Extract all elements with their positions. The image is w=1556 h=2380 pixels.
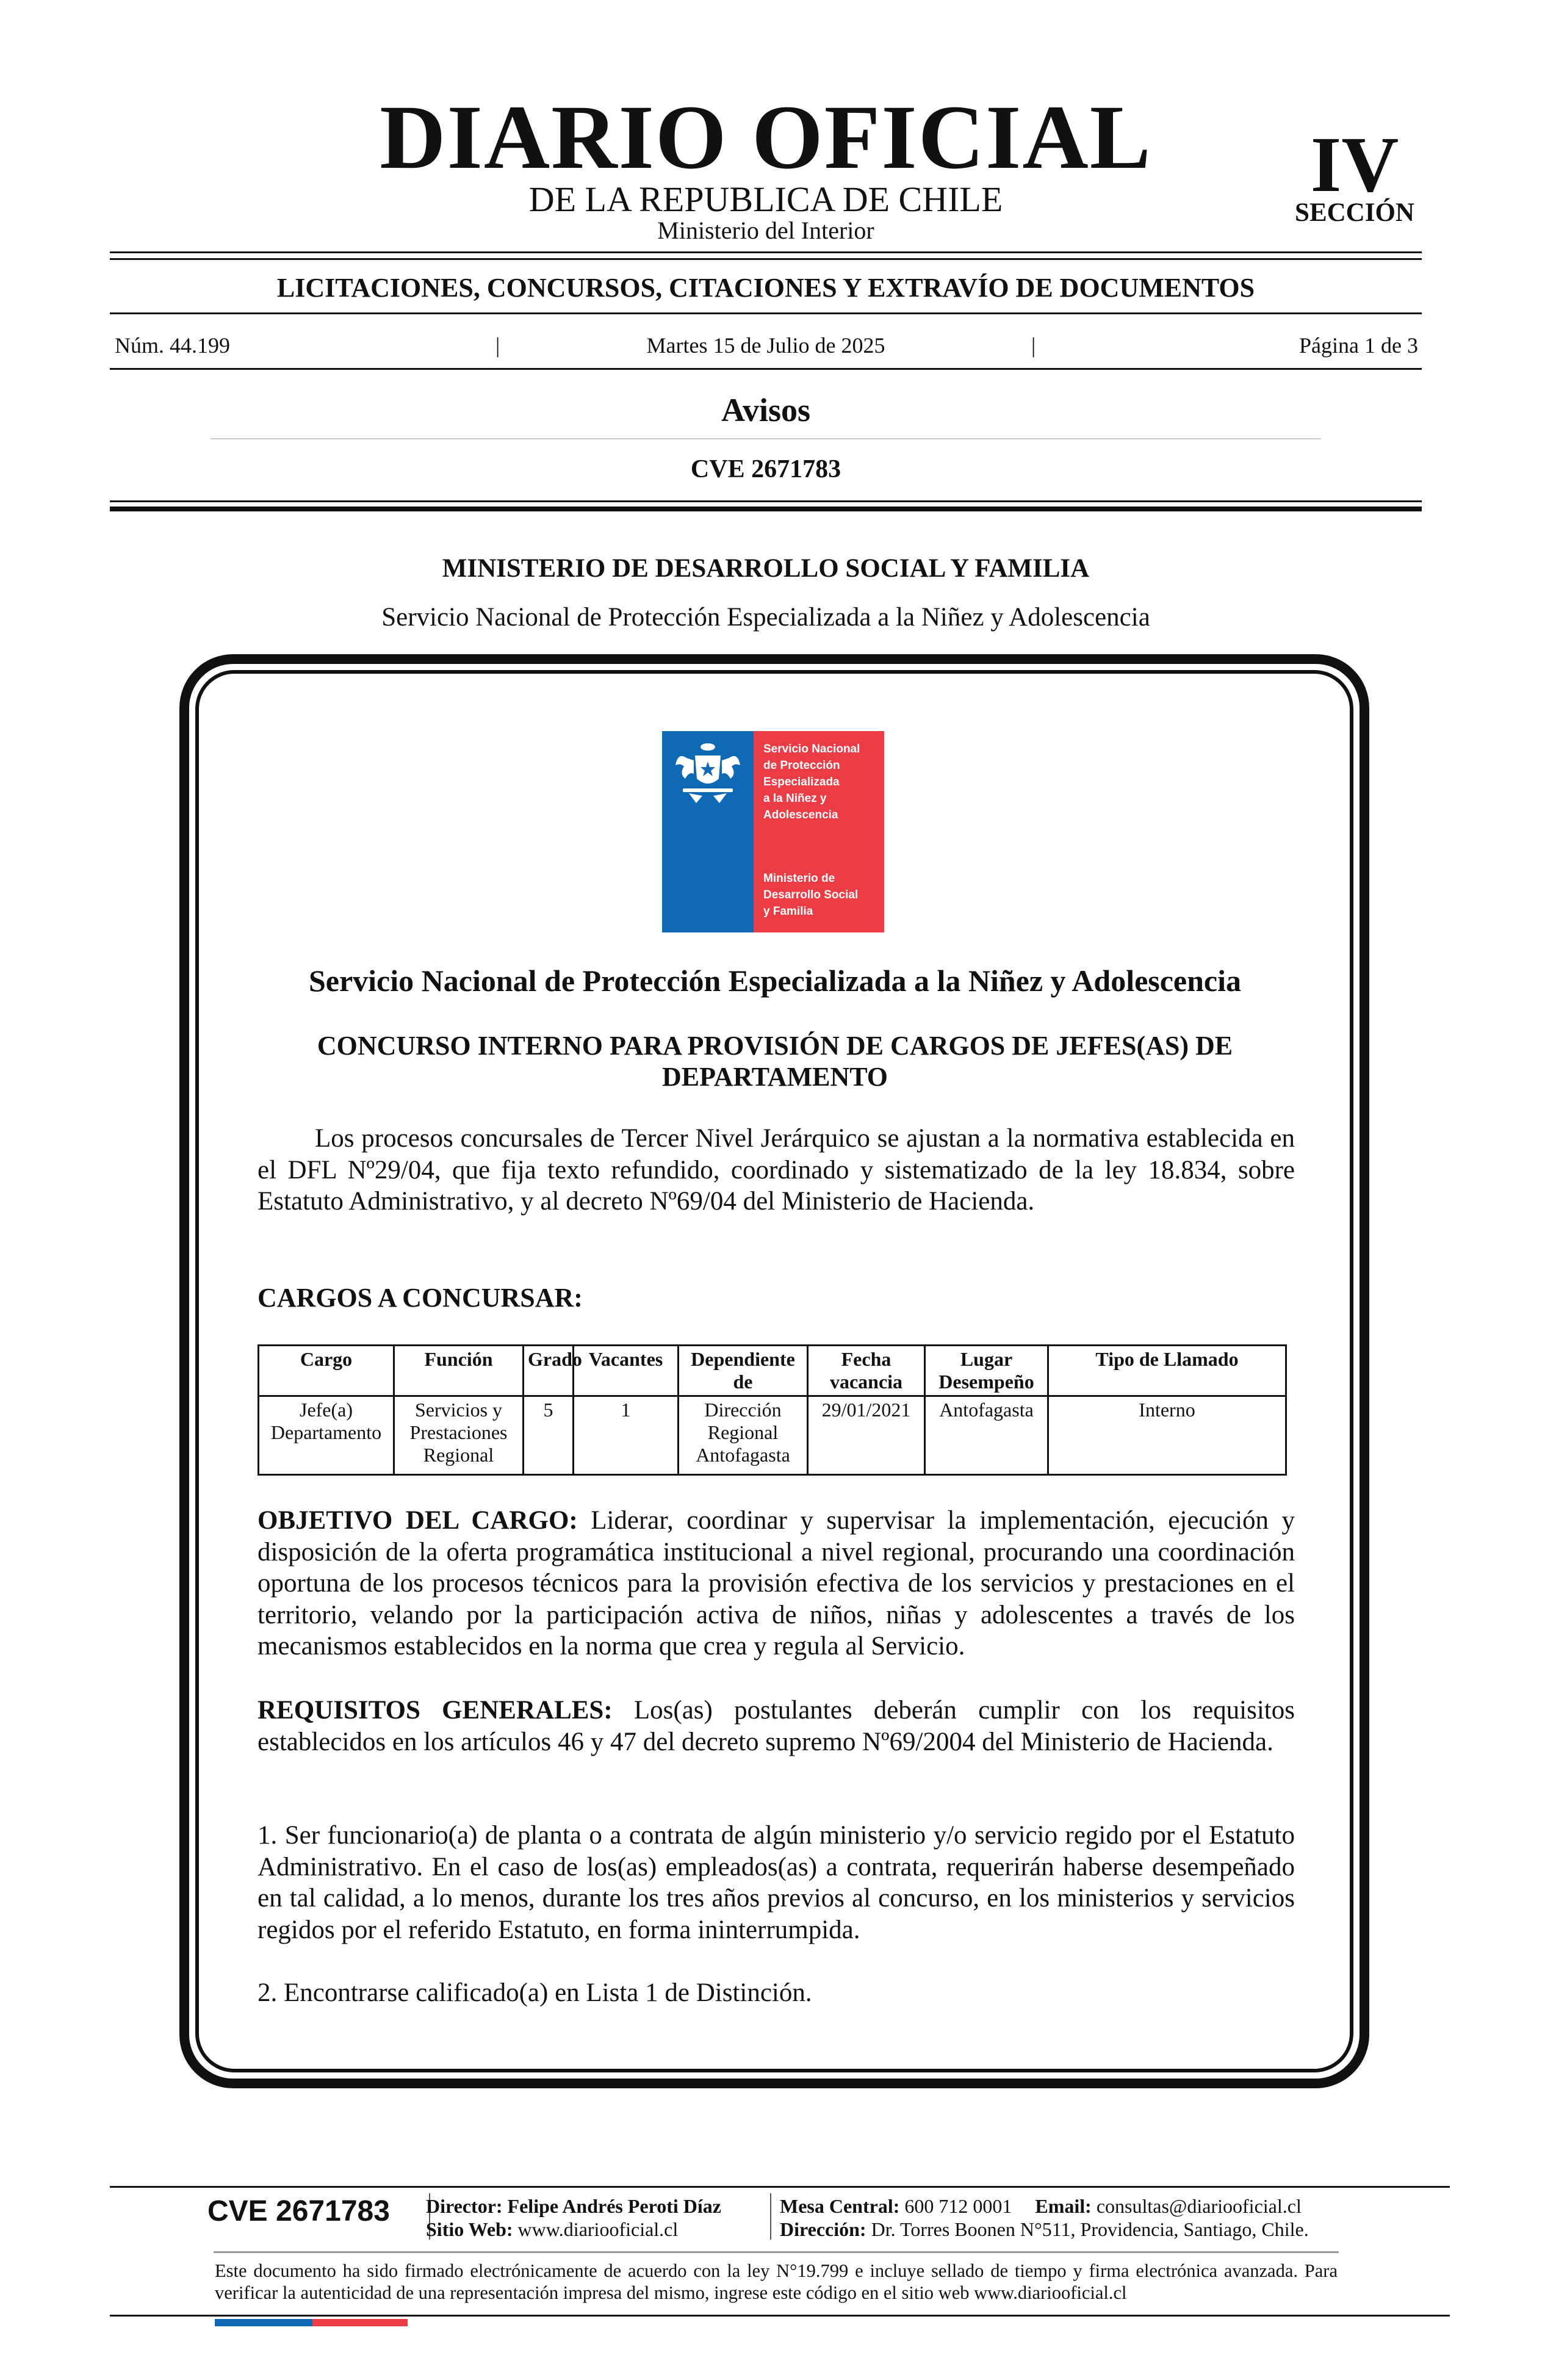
requirements-text: Los(as) postulantes deberán cumplir con los requisitos establecidos en los artículos 46 y 47 del decreto supremo Nº69/2004 del Ministerio de Hacienda. (258, 1696, 1295, 1756)
footer-rule (110, 2315, 1450, 2317)
institution-logo (662, 731, 884, 932)
table-cell: Dirección Regional Antofagasta (679, 1396, 808, 1475)
footer-label: Sitio Web: (426, 2218, 513, 2240)
newspaper-title: DIARIO OFICIAL (380, 87, 1152, 188)
requirement-item: 1. Ser funcionario(a) de planta o a contrata de algún ministerio y/o servicio regido por el Estatuto Administrativo. En el caso de los(as) empleados(as) a contrata, requerirán haberse desempeñado en tal calidad, a lo menos, durante los tres años previos al concurso, en los ministerios y servicios regidos por el referido Estatuto, en forma ininterrumpida. (258, 1821, 1295, 1944)
requirement-item: 2. Encontrarse calificado(a) en Lista 1 de Distinción. (258, 1978, 812, 2007)
notices-heading: Avisos (721, 392, 811, 428)
footer-rule (214, 2251, 1339, 2253)
table-row (259, 1396, 1286, 1475)
requirements-paragraph (258, 1695, 1295, 1758)
objective-label: OBJETIVO DEL CARGO: (258, 1506, 578, 1535)
issue-separator: | (495, 333, 500, 358)
issue-date: Martes 15 de Julio de 2025 (646, 333, 885, 358)
director-name: Felipe Andrés Peroti Díaz (507, 2195, 721, 2217)
requirements-label: REQUISITOS GENERALES: (258, 1696, 613, 1725)
table-cell: Antofagasta (925, 1396, 1048, 1475)
table-header-cell: Dependiente de (679, 1346, 808, 1396)
notice-rule (110, 500, 1422, 502)
table-cell: 29/01/2021 (808, 1396, 925, 1475)
footer-label: Email: (1035, 2195, 1092, 2217)
logo-text-line: y Familia (763, 905, 813, 918)
table-header-cell: Función (394, 1346, 524, 1396)
table-header-cell: Grado (524, 1346, 574, 1396)
contest-title: CONCURSO INTERNO PARA PROVISIÓN DE CARGOS DE JEFES(AS) DE DEPARTAMENTO (317, 1031, 1233, 1092)
table-cell: Servicios y Prestaciones Regional (394, 1396, 524, 1475)
signature-note: Este documento ha sido firmado electrónicamente de acuerdo con la ley N°19.799 e incluye sellado de tiempo y firma electrónica avanzada. Para verificar la autenticidad de una representación impresa del mismo, ingrese este código en el sitio web www.diariooficial.cl (215, 2260, 1338, 2303)
objective-text: Liderar, coordinar y supervisar la implementación, ejecución y disposición de la oferta programática institucional a nivel regional, procurando una coordinación oportuna de los procesos técnicos para la provisión efectiva de los servicios y prestaciones en el territorio, velando por la participación activa de niños, niñas y adolescentes a través de los mecanismos establecidos en la norma que crea y regula al Servicio. (258, 1506, 1295, 1661)
logo-blue-panel (662, 731, 754, 932)
footer-label: Director: (426, 2195, 503, 2217)
table-header-cell: Fecha vacancia (808, 1346, 925, 1396)
service-name: Servicio Nacional de Protección Especializada a la Niñez y Adolescencia (381, 603, 1150, 632)
newspaper-subtitle: DE LA REPUBLICA DE CHILE (528, 179, 1003, 219)
logo-ministry-name (763, 870, 879, 920)
phone-number: 600 712 0001 (904, 2195, 1012, 2217)
website-link[interactable]: www.diariooficial.cl (517, 2218, 679, 2240)
footer-rule (110, 2186, 1450, 2188)
table-header-cell: Lugar Desempeño (925, 1346, 1048, 1396)
logo-text-line: Servicio Nacional (763, 743, 860, 755)
footer-contact-block (780, 2194, 1396, 2241)
intro-paragraph: Los procesos concursales de Tercer Nivel Jerárquico se ajustan a la normativa establecida en el DFL Nº29/04, que fija texto refundido, coordinado y sistematizado de la ley 18.834, sobre Estatuto Administrativo, y al decreto Nº69/04 del Ministerio de Hacienda. (258, 1124, 1295, 1216)
logo-text-line: Ministerio de (763, 872, 835, 885)
positions-heading: CARGOS A CONCURSAR: (258, 1283, 583, 1313)
logo-text-line: de Protección (763, 759, 840, 772)
positions-table (258, 1344, 1287, 1476)
address-text: Dr. Torres Boonen N°511, Providencia, Santiago, Chile. (871, 2218, 1309, 2240)
issue-separator: | (1031, 333, 1036, 358)
header-rule (110, 258, 1422, 260)
section-number: IV (1310, 121, 1399, 209)
notices-divider (211, 438, 1321, 439)
table-cell: Interno (1048, 1396, 1286, 1475)
footer-divider (770, 2193, 771, 2240)
coat-of-arms-icon (672, 740, 744, 807)
logo-service-name (763, 741, 879, 823)
logo-text-line: Adolescencia (763, 809, 838, 821)
category-rule (110, 312, 1422, 314)
flag-stripe-red (312, 2319, 408, 2326)
table-header-cell: Tipo de Llamado (1048, 1346, 1286, 1396)
cve-code: CVE 2671783 (690, 455, 841, 483)
table-header-cell: Vacantes (574, 1346, 679, 1396)
flag-stripe-blue (215, 2319, 312, 2326)
ministry-name: MINISTERIO DE DESARROLLO SOCIAL Y FAMILIA (442, 554, 1090, 583)
page-indicator: Página 1 de 3 (1299, 333, 1418, 358)
content-title: Servicio Nacional de Protección Especializada a la Niñez y Adolescencia (308, 964, 1242, 998)
issue-rule (110, 368, 1422, 370)
logo-red-panel (754, 731, 884, 932)
logo-text-line: Desarrollo Social (763, 889, 859, 901)
table-cell: Jefe(a) Departamento (259, 1396, 394, 1475)
footer-cve-code: CVE 2671783 (207, 2195, 390, 2227)
table-cell: 5 (524, 1396, 574, 1475)
objective-paragraph (258, 1505, 1295, 1662)
section-category: LICITACIONES, CONCURSOS, CITACIONES Y EXTRAVÍO DE DOCUMENTOS (276, 273, 1255, 303)
table-cell: 1 (574, 1396, 679, 1475)
footer-director-block (426, 2194, 768, 2241)
logo-text-line: Especializada (763, 776, 840, 788)
footer-label: Mesa Central: (780, 2195, 900, 2217)
section-label: SECCIÓN (1295, 198, 1414, 227)
header-rule (110, 251, 1422, 253)
table-header-cell: Cargo (259, 1346, 394, 1396)
footer-label: Dirección: (780, 2218, 866, 2240)
notice-rule-thick (110, 507, 1422, 511)
table-header-row (259, 1346, 1286, 1396)
email-link[interactable]: consultas@diariooficial.cl (1096, 2195, 1302, 2217)
logo-text-line: a la Niñez y (763, 792, 827, 805)
issue-number: Núm. 44.199 (115, 333, 230, 358)
newspaper-ministry: Ministerio del Interior (657, 217, 874, 244)
